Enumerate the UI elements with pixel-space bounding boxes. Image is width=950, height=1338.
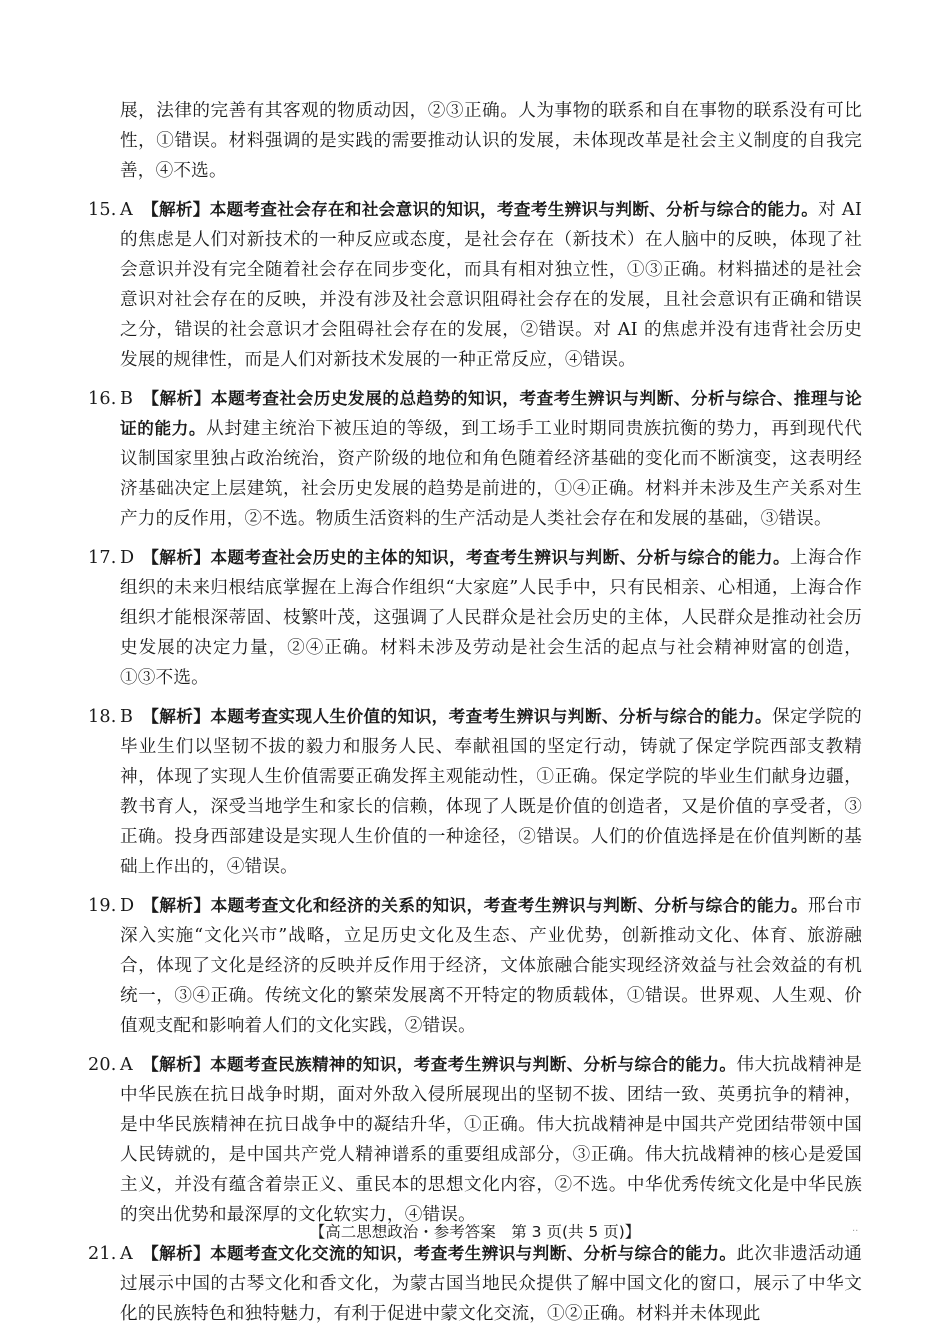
analysis-intro: 本题考查文化和经济的关系的知识，考查考生辨识与判断、分析与综合的能力。 [210,896,809,915]
item-analysis-intro [142,548,790,567]
answer-item-16 [88,384,862,534]
item-analysis-intro [142,896,808,915]
item-number: 18. [88,707,117,727]
item-number: 17. [88,548,117,568]
item-answer: A [120,1055,133,1075]
footer-text: 【高二思想政治・参考答案 第 3 页(共 5 页)】 [309,1223,641,1241]
item-analysis-intro [142,200,818,219]
analysis-tag: 【解析】 [142,548,211,567]
item-answer: A [120,1244,133,1264]
answer-item-19 [88,891,862,1041]
item-analysis-intro [142,1244,736,1263]
analysis-intro: 本题考查社会历史的主体的知识，考查考生辨识与判断、分析与综合的能力。 [210,548,791,567]
analysis-body: 从封建主统治下被压迫的等级，到工场手工业时期同贵族抗衡的势力，再到现代代议制国家里独占政治统治，资产阶级的地位和角色随着经济基础的变化而不断演变，这表明经济基础决定上层建筑，社会历史发展的趋势是前进的，①④正确。材料并未涉及生产关系对生产力的反作用，②不选。物质生活资料的生产活动是人类社会存在和发展的基础，③错误。 [120,419,862,529]
analysis-tag: 【解析】 [142,896,211,915]
analysis-intro: 本题考查民族精神的知识，考查考生辨识与判断、分析与综合的能力。 [210,1055,737,1074]
item-analysis-intro [142,707,772,726]
analysis-tag: 【解析】 [142,1244,211,1263]
item-answer: A [120,200,133,220]
answer-item-17 [88,543,862,693]
answer-item-18 [88,702,862,882]
analysis-body: 伟大抗战精神是中华民族在抗日战争时期，面对外敌入侵所展现出的坚韧不拔、团结一致、英勇抗争的精神，是中华民族精神在抗日战争中的凝结升华，①正确。伟大抗战精神是中国共产党团结带领中国人民铸就的，是中国共产党人精神谱系的重要组成部分，③正确。伟大抗战精神的核心是爱国主义，并没有蕴含着崇正义、重民本的思想文化内容，②不选。中华优秀传统文化是中华民族的突出优势和最深厚的文化软实力，④错误。 [120,1055,862,1225]
item-number: 20. [88,1055,117,1075]
item-number: 16. [88,389,117,409]
continued-text: 展，法律的完善有其客观的物质动因，②③正确。人为事物的联系和自在事物的联系没有可比性，①错误。材料强调的是实践的需要推动认识的发展，未体现改革是社会主义制度的自我完善，④不选。 [120,101,862,181]
analysis-intro: 本题考查实现人生价值的知识，考查考生辨识与判断、分析与综合的能力。 [210,707,773,726]
item-number: 21. [88,1244,117,1264]
analysis-body: 此次非遗活动通过展示中国的古琴文化和香文化，为蒙古国当地民众提供了解中国文化的窗口，展示了中华文化的民族特色和独特魅力，有利于促进中蒙文化交流，①②正确。材料并未体现此 [120,1244,862,1324]
analysis-tag: 【解析】 [142,200,210,219]
answer-item-20 [88,1050,862,1230]
item-answer: B [120,707,134,727]
continued-paragraph [88,96,862,186]
answer-content [88,96,862,1338]
page-footer [0,1220,950,1242]
analysis-body: 保定学院的毕业生们以坚韧不拔的毅力和服务人民、奉献祖国的坚定行动，铸就了保定学院西部支教精神，体现了实现人生价值需要正确发挥主观能动性，①正确。保定学院的毕业生们献身边疆，教书育人，深受当地学生和家长的信赖，体现了人既是价值的创造者，又是价值的享受者，③正确。投身西部建设是实现人生价值的一种途径，②错误。人们的价值选择是在价值判断的基础上作出的，④错误。 [120,707,862,877]
analysis-tag: 【解析】 [142,1055,211,1074]
item-analysis-intro [142,1055,736,1074]
answer-item-21 [88,1239,862,1329]
analysis-intro: 本题考查社会历史发展的总趋势的知识，考查考生辨识与判断、分析与综合、推理与论证的能力。 [120,389,862,438]
analysis-intro: 本题考查社会存在和社会意识的知识，考查考生辨识与判断、分析与综合的能力。 [209,200,819,219]
item-number: 15. [88,200,117,220]
analysis-body: 对 AI 的焦虑是人们对新技术的一种反应或态度，是社会存在（新技术）在人脑中的反映，体现了社会意识并没有完全随着社会存在同步变化，而具有相对独立性，①③正确。材料描述的是社会意识对社会存在的反映，并没有涉及社会意识阻碍社会存在的发展，且社会意识有正确和错误之分，错误的社会意识才会阻碍社会存在的发展，②错误。对 AI 的焦虑并没有违背社会历史发展的规律性，而是人们对新技术发展的一种正常反应，④错误。 [120,200,862,370]
analysis-body: 邢台市深入实施“文化兴市”战略，立足历史文化及生态、产业优势，创新推动文化、体育、旅游融合，体现了文化是经济的反映并反作用于经济，文体旅融合能实现经济效益与社会效益的有机统一，③④正确。传统文化的繁荣发展离不开特定的物质载体，①错误。世界观、人生观、价值观支配和影响着人们的文化实践，②错误。 [120,896,862,1036]
analysis-body: 上海合作组织的未来归根结底掌握在上海合作组织“大家庭”人民手中，只有民相亲、心相通，上海合作组织才能根深蒂固、枝繁叶茂，这强调了人民群众是社会历史的主体，人民群众是推动社会历史发展的决定力量，②④正确。材料未涉及劳动是社会生活的起点与社会精神财富的创造，①③不选。 [120,548,862,688]
item-number: 19. [88,896,117,916]
analysis-tag: 【解析】 [142,707,211,726]
item-answer: D [120,548,135,568]
item-answer: B [120,389,134,409]
footer-decoration: ·· [852,1226,859,1237]
analysis-intro: 本题考查文化交流的知识，考查考生辨识与判断、分析与综合的能力。 [210,1244,737,1263]
answer-item-15 [88,195,862,375]
item-answer: D [120,896,135,916]
analysis-tag: 【解析】 [142,389,211,408]
